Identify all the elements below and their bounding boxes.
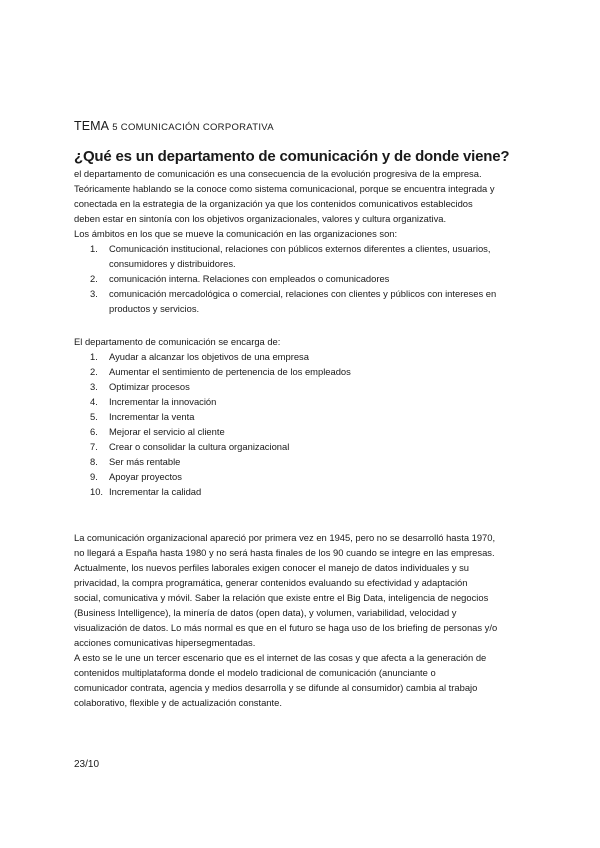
list-item xyxy=(74,409,534,424)
list-text: Optimizar procesos xyxy=(109,381,190,392)
historia-line: acciones comunicativas hipersegmentadas. xyxy=(74,637,256,648)
intro-line: conectada en la estrategia de la organización ya que los contenidos comunicativos establecidos xyxy=(74,198,473,209)
historia-line: comunicador contrata, agencia y medios desarrolla y se difunde al consumidor) cambia al trabajo xyxy=(74,682,478,693)
ambitos-list xyxy=(74,241,534,316)
historia-line: visualización de datos. Lo más normal es que en el futuro se haga uso de los briefing de personas y/o xyxy=(74,622,498,633)
list-text: Ayudar a alcanzar los objetivos de una empresa xyxy=(109,351,309,362)
historia-line: A esto se le une un tercer escenario que es el internet de las cosas y que afecta a la generación de xyxy=(74,652,487,663)
list-item xyxy=(74,379,534,394)
list-text: Ser más rentable xyxy=(109,456,181,467)
historia-line: (Business Intelligence), la minería de datos (open data), y volumen, variabilidad, velocidad y xyxy=(74,607,457,618)
list-number: 1. xyxy=(90,243,98,254)
section-heading: ¿Qué es un departamento de comunicación y de donde viene? xyxy=(74,148,510,165)
historia-line: privacidad, la compra programática, generar contenidos evaluando su efectividad y adaptación xyxy=(74,577,468,588)
list-text: comunicación mercadológica o comercial, relaciones con clientes y públicos con intereses en xyxy=(109,288,497,299)
list-item xyxy=(74,271,534,286)
intro-line: Los ámbitos en los que se mueve la comunicación en las organizaciones son: xyxy=(74,228,398,239)
list-item xyxy=(74,454,534,469)
list-item xyxy=(74,241,534,271)
topic-subtitle: 5 COMUNICACIÓN CORPORATIVA xyxy=(112,122,274,133)
list-text: Comunicación institucional, relaciones con públicos externos diferentes a clientes, usuarios, xyxy=(109,243,491,254)
funciones-section xyxy=(74,334,534,499)
historia-line: no llegará a España hasta 1980 y no será hasta finales de los 90 cuando se integre en las empresas. xyxy=(74,547,495,558)
intro-section xyxy=(74,166,534,316)
list-item xyxy=(74,286,534,316)
intro-line: deben estar en sintonía con los objetivos organizacionales, valores y cultura organizativa. xyxy=(74,213,447,224)
list-number: 10. xyxy=(90,486,104,497)
list-text: Mejorar el servicio al cliente xyxy=(109,426,225,437)
list-text: Apoyar proyectos xyxy=(109,471,182,482)
historia-section xyxy=(74,530,534,710)
list-number: 6. xyxy=(90,426,98,437)
list-item xyxy=(74,439,534,454)
list-text: Incrementar la venta xyxy=(109,411,195,422)
list-text: comunicación interna. Relaciones con empleados o comunicadores xyxy=(109,273,390,284)
intro-line: el departamento de comunicación es una consecuencia de la evolución progresiva de la empresa. xyxy=(74,168,482,179)
topic-title xyxy=(74,119,274,133)
list-number: 2. xyxy=(90,273,98,284)
historia-line: colaborativo, flexible y de actualización constante. xyxy=(74,697,282,708)
list-text: Incrementar la innovación xyxy=(109,396,217,407)
list-number: 3. xyxy=(90,288,98,299)
list-number: 2. xyxy=(90,366,98,377)
list-number: 1. xyxy=(90,351,98,362)
list-text: Incrementar la calidad xyxy=(109,486,202,497)
list-text: Crear o consolidar la cultura organizacional xyxy=(109,441,290,452)
list-number: 7. xyxy=(90,441,98,452)
list-item xyxy=(74,394,534,409)
list-item xyxy=(74,364,534,379)
list-item xyxy=(74,424,534,439)
list-number: 3. xyxy=(90,381,98,392)
intro-line: Teóricamente hablando se la conoce como sistema comunicacional, porque se encuentra integrada y xyxy=(74,183,495,194)
list-number: 4. xyxy=(90,396,98,407)
historia-line: social, comunicativa y móvil. Saber la relación que existe entre el Big Data, inteligencia de negocios xyxy=(74,592,489,603)
historia-line: La comunicación organizacional apareció por primera vez en 1945, pero no se desarrolló hasta 1970, xyxy=(74,532,496,543)
list-number: 5. xyxy=(90,411,98,422)
list-text: Aumentar el sentimiento de pertenencia de los empleados xyxy=(109,366,351,377)
list-item xyxy=(74,484,534,499)
historia-line: contenidos multiplataforma donde el modelo tradicional de comunicación (anunciante o xyxy=(74,667,436,678)
list-item xyxy=(74,469,534,484)
list-text: consumidores y distribuidores. xyxy=(109,258,236,269)
historia-line: Actualmente, los nuevos perfiles laborales exigen conocer el manejo de datos individuales y su xyxy=(74,562,470,573)
list-text: productos y servicios. xyxy=(109,303,200,314)
list-item xyxy=(74,349,534,364)
date-label: 23/10 xyxy=(74,759,100,770)
list-number: 8. xyxy=(90,456,98,467)
funciones-intro: El departamento de comunicación se encarga de: xyxy=(74,336,281,347)
topic-label: TEMA xyxy=(74,119,110,133)
list-number: 9. xyxy=(90,471,98,482)
funciones-list xyxy=(74,349,534,499)
